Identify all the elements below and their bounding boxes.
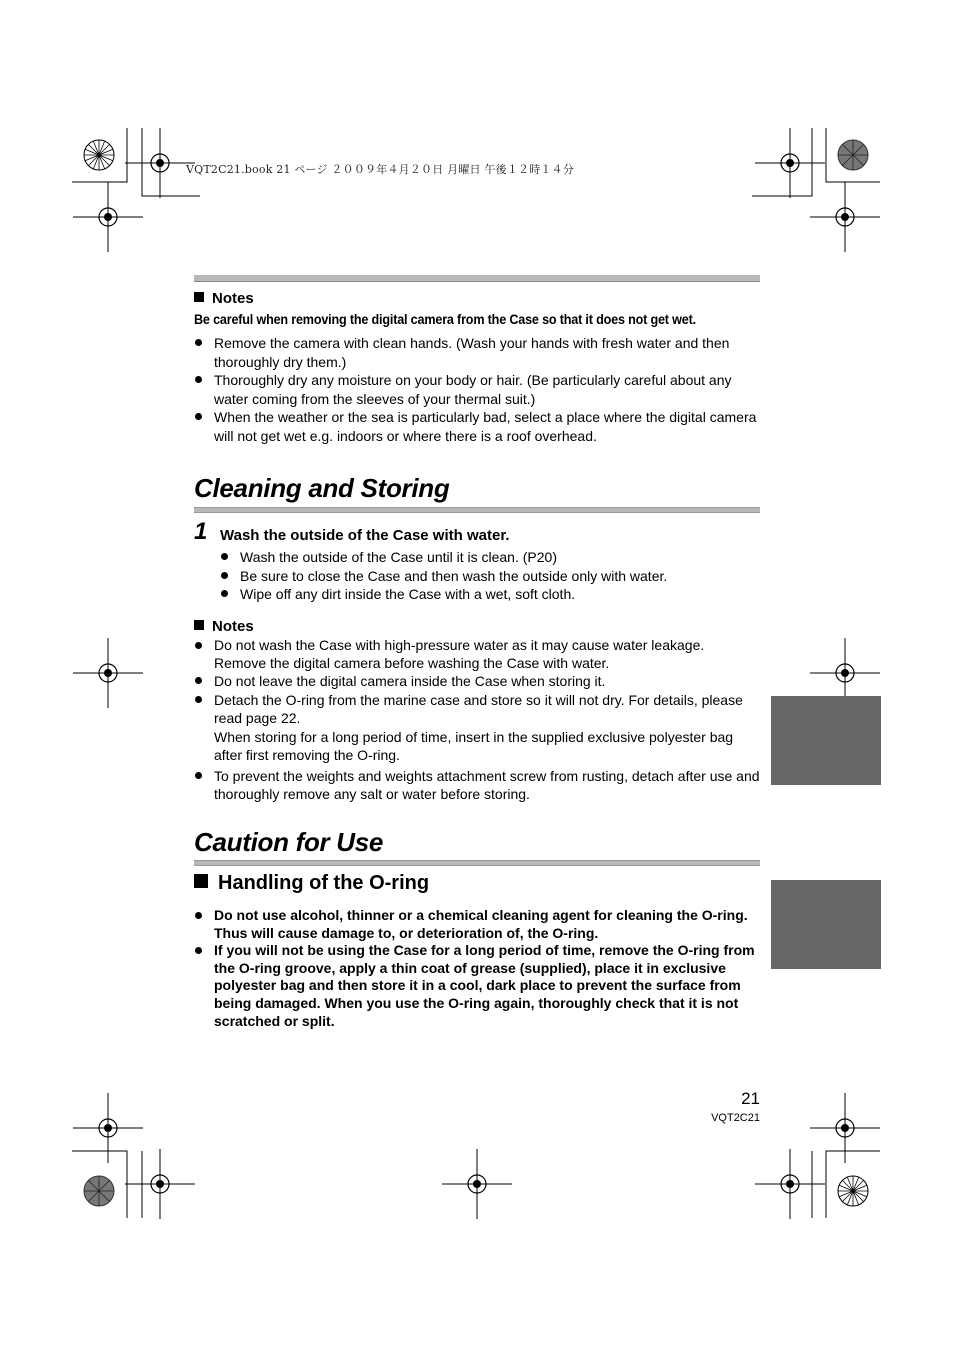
section-rule xyxy=(194,507,760,513)
notes-list xyxy=(194,334,760,445)
notes-list xyxy=(194,637,760,804)
document-code: VQT2C21 xyxy=(711,1112,760,1124)
list-item: Remove the camera with clean hands. (Wash your hands with fresh water and then thoroughly dry them.) xyxy=(194,334,760,371)
list-item: If you will not be using the Case for a long period of time, remove the O-ring from the O-ring groove, apply a thin coat of grease (supplied), place it in exclusive polyester bag and then store it in a cool, dark place to prevent the surface from being damaged. When you use the O-ring again, thoroughly check that it is not scratched or split. xyxy=(194,942,760,1030)
list-item: Wash the outside of the Case until it is clean. (P20) xyxy=(220,548,760,567)
caution-list xyxy=(194,907,760,1030)
list-item-continuation: When storing for a long period of time, insert in the supplied exclusive polyester bag after first removing the O-ring. xyxy=(214,728,734,763)
notes-heading: Notes xyxy=(194,618,254,635)
side-tab xyxy=(771,696,881,785)
list-item: Do not use alcohol, thinner or a chemical cleaning agent for cleaning the O-ring. Thus will cause damage to, or deterioration of, the O-ring. xyxy=(194,907,760,942)
step-number: 1 xyxy=(194,518,208,545)
section-title-cleaning: Cleaning and Storing xyxy=(194,473,450,503)
square-bullet-icon xyxy=(194,874,208,888)
side-tab xyxy=(771,880,881,969)
page-number: 21 xyxy=(741,1089,760,1108)
top-rule xyxy=(194,275,760,282)
step-list xyxy=(220,548,760,604)
square-bullet-icon xyxy=(194,620,204,630)
section-rule xyxy=(194,860,760,866)
list-item: Wipe off any dirt inside the Case with a wet, soft cloth. xyxy=(220,585,760,604)
list-item: Do not wash the Case with high-pressure water as it may cause water leakage. Remove the digital camera before washing the Case with water. xyxy=(194,637,760,672)
list-item: Thoroughly dry any moisture on your body or hair. (Be particularly careful about any water coming from the sleeves of your thermal suit.) xyxy=(194,371,760,408)
square-bullet-icon xyxy=(194,292,204,302)
list-item: To prevent the weights and weights attachment screw from rusting, detach after use and thoroughly remove any salt or water before storing. xyxy=(194,767,760,804)
notes-warning: Be careful when removing the digital camera from the Case so that it does not get wet. xyxy=(194,311,696,327)
list-item: Detach the O-ring from the marine case and store so it will not dry. For details, please read page 22. When storing for a long period of time, insert in the supplied exclusive polyester bag after first removing the O-ring. xyxy=(194,691,760,765)
subheading-o-ring: Handling of the O-ring xyxy=(194,872,429,895)
section-title-caution: Caution for Use xyxy=(194,827,384,857)
step-text: Wash the outside of the Case with water. xyxy=(220,527,510,544)
list-item: Be sure to close the Case and then wash the outside only with water. xyxy=(220,567,760,586)
list-item: Do not leave the digital camera inside the Case when storing it. xyxy=(194,672,760,691)
print-header: VQT2C21.book 21 ページ ２００９年４月２０日 月曜日 午後１２時１４分 xyxy=(186,163,575,176)
notes-heading: Notes xyxy=(194,290,254,307)
list-item: When the weather or the sea is particularly bad, select a place where the digital camera will not get wet e.g. indoors or where there is a roof overhead. xyxy=(194,408,760,445)
